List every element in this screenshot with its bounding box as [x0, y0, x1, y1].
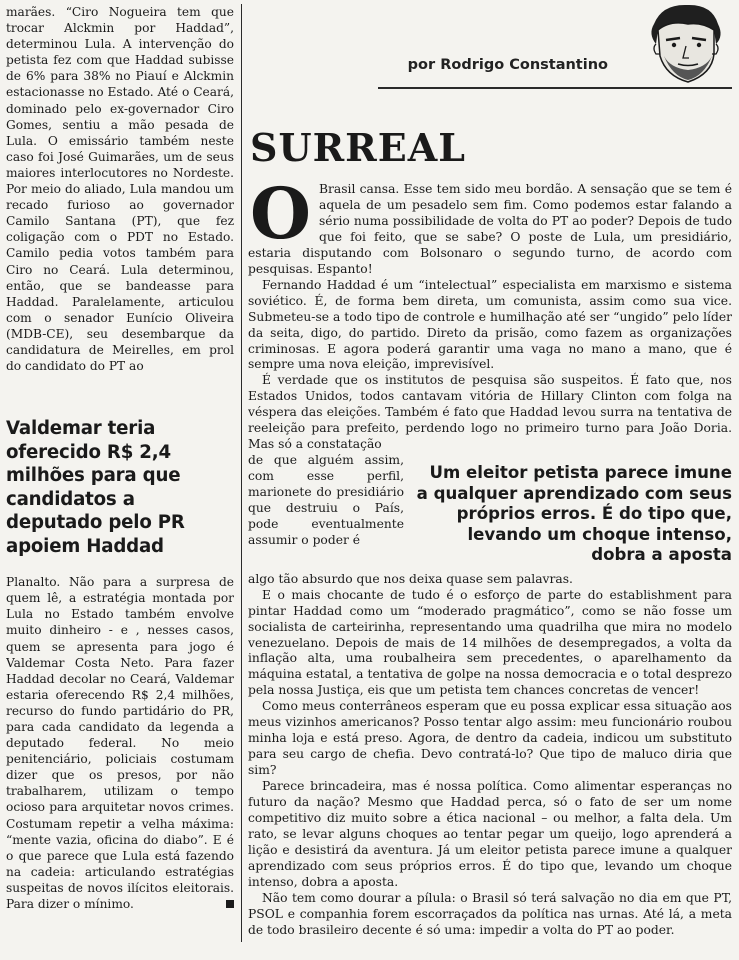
pull-quote-block: [248, 453, 732, 572]
paragraph-5: Como meus conterrâneos esperam que eu possa explicar essa situação aos meus vizinhos americanos? Posso tentar algo assim: meu funcionário roubou minha loja e está preso. Agora, de dentro da cadeia, indicou um substituto para seu cargo de chefia. Devo contratá-lo? Que tipo de maluco diria que sim?: [248, 699, 732, 778]
paragraph-3-end: algo tão absurdo que nos deixa quase sem palavras.: [248, 571, 573, 586]
pull-quote: Um eleitor petista parece imune a qualquer aprendizado com seus próprios erros. É do tipo que, levando um choque intenso, dobra a aposta: [416, 463, 732, 565]
column-divider: [241, 4, 242, 942]
article-body: [248, 172, 732, 939]
sidebar-text-2: [6, 574, 234, 912]
author-byline: por Rodrigo Constantino: [407, 57, 608, 73]
sidebar-column: [6, 4, 234, 954]
paragraph-4: E o mais chocante de tudo é o esforço de parte do establishment para pintar Haddad como um “moderado pragmático”, como se não fosse um socialista de carteirinha, representando uma quadrilha que mira no modelo venezuelano. Depois de mais de 14 milhões de desempregados, a volta da inflação alta, uma roubalheira sem precedentes, o aparelhamento da máquina estatal, a tentativa de golpe na nossa democracia e o total desprezo pela nossa Justiça, eis que um petista tem chances concretas de vencer!: [248, 587, 732, 698]
paragraph-3: É verdade que os institutos de pesquisa são suspeitos. É fato que, nos Estados Unidos, todos cantavam vitória de Hillary Clinton com folga na véspera das eleições. Também é fato que Haddad levou surra na tentativa de reeleição para prefeito, perdendo logo no primeiro turno para João Doria. Mas só a constatação: [248, 373, 732, 452]
paragraph-6: Parece brincadeira, mas é nossa política. Como alimentar esperanças no futuro da nação? Mesmo que Haddad perca, só o fato de ser um nome competitivo diz muito sobre a ética nacional – ou melhor, a falta dela. Um rato, se levar alguns choques ao tentar pegar um queijo, logo aprenderá a lição e desistirá da aventura. Já um eleitor petista parece imune a qualquer aprendizado com seus próprios erros. É do tipo que, levando um choque intenso, dobra a aposta.: [248, 779, 732, 889]
sidebar-text-2-content: Planalto. Não para a surpresa de quem lê, a estratégia montada por Lula no Estado também envolve muito dinheiro - e , nesses casos, quem se apresenta para jogo é Valdemar Costa Neto. Para fazer Haddad decolar no Ceará, Valdemar estaria oferecendo R$ 2,4 milhões, recurso do fundo partidário do PR, para cada candidato da legenda a deputado federal. No meio penitenciário, policiais costumam dizer que os presos, por não trabalharem, utilizam o tempo ocioso para arquitetar novos crimes. Costumam repetir a velha máxima: “mente vazia, oficina do diabo”. E é o que parece que Lula está fazendo na cadeia: articulando estratégias suspeitas de novos ilícitos eleitorais. Para dizer o mínimo.: [6, 575, 234, 912]
paragraph-3-narrow: de que alguém assim, com esse perfil, marionete do presidiário que destruiu o País, pode eventualmente assumir o poder é: [248, 453, 404, 547]
lead-paragraph: [248, 172, 732, 278]
opinion-column: [248, 0, 732, 960]
sidebar-text-1: marães. “Ciro Nogueira tem que trocar Alckmin por Haddad”, determinou Lula. A intervenção do petista fez com que Haddad subisse de 6% para 38% no Piauí e Alckmin estacionasse no Estado. Até o Ceará, dominado pelo ex-governador Ciro Gomes, sentiu a mão pesada de Lula. O emissário também neste caso foi José Guimarães, um de seus maiores interlocutores no Nordeste. Por meio do aliado, Lula mandou um recado furioso ao governador Camilo Santana (PT), que fez coligação com o PDT no Estado. Camilo pedia votos também para Ciro no Ceará. Lula determinou, então, que se bandeasse para Haddad. Paralelamente, articulou com o senador Eunício Oliveira (MDB-CE), seu desembarque da candidatura de Meirelles, em prol do candidato do PT ao: [6, 5, 234, 374]
end-of-article-mark: [226, 900, 234, 908]
paragraph-2: Fernando Haddad é um “intelectual” especialista em marxismo e sistema soviético. É, de forma bem direta, um comunista, assim como sua vice. Submeteu-se a todo tipo de controle e humilhação até ser “ungido” pelo líder da seita, digo, do partido. Direto da prisão, como fazem as organizações criminosas. E agora poderá garantir uma vaga no mano a mano, que é sempre uma nova eleição, imprevisível.: [248, 277, 732, 372]
author-portrait: [632, 0, 732, 86]
paragraph-7: Não tem como dourar a pílula: o Brasil só terá salvação no dia em que PT, PSOL e companhia forem escorraçados da política nas urnas. Até lá, a meta de todo brasileiro decente é só uma: impedir a volta do PT ao poder.: [248, 890, 732, 937]
lead-paragraph-text: Brasil cansa. Esse tem sido meu bordão. A sensação que se tem é aquela de um pesadelo sem fim. Como podemos estar falando a sério numa possibilidade de volta do PT ao poder? Depois de tudo que foi feito, que se sabe? O poste de Lula, um presidiário, estaria disputando com Bolsonaro o segundo turno, de acordo com pesquisas. Espanto!: [248, 182, 732, 276]
byline-rule: [378, 87, 732, 89]
sidebar-subheadline: Valdemar teria oferecido R$ 2,4 milhões para que candidatos a deputado pelo PR apoiem Haddad: [6, 418, 185, 557]
article-headline: SURREAL: [250, 125, 466, 170]
byline-area: [248, 0, 732, 92]
drop-cap: O: [250, 172, 311, 255]
